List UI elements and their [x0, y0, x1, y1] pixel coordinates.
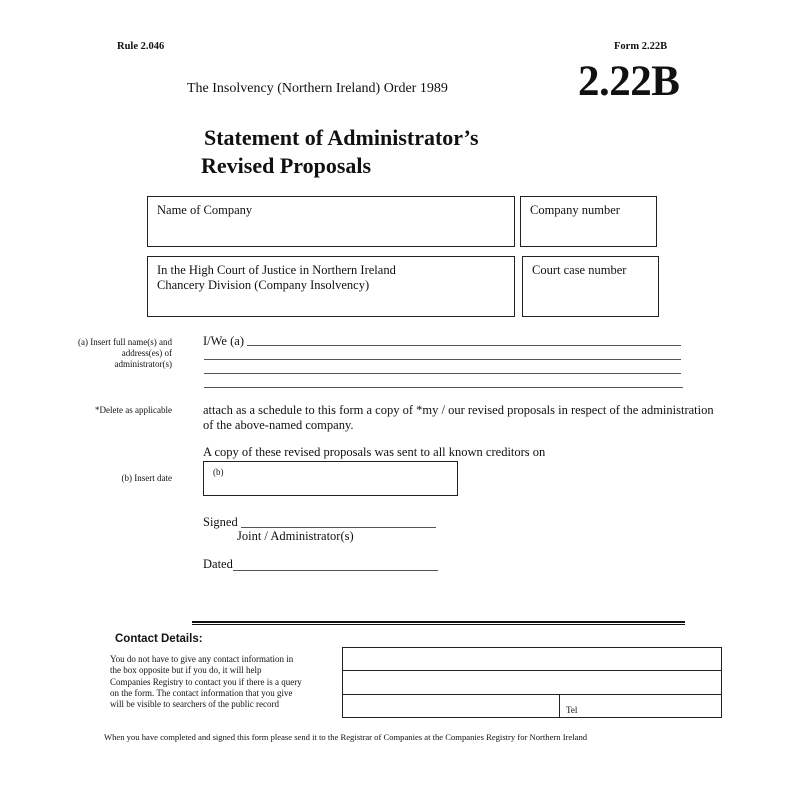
company-name-field[interactable]: [147, 196, 515, 247]
attach-line2: of the above-named company.: [203, 418, 354, 432]
date-sent-field[interactable]: [203, 461, 458, 496]
contact-line1: You do not have to give any contact information in: [110, 654, 294, 664]
contact-address-field[interactable]: [343, 671, 721, 694]
margin-note-a-line1: (a) Insert full name(s) and: [78, 337, 172, 347]
contact-line4: on the form. The contact information that you give: [110, 687, 293, 698]
signed-label: Signed: [203, 515, 238, 529]
contact-line3: Companies Registry to contact you if there is a query: [110, 676, 302, 687]
form-title-line2: Revised Proposals: [201, 153, 372, 178]
company-number-field[interactable]: [520, 196, 657, 247]
attach-line1: attach as a schedule to this form a copy of *my / our revised proposals in respect of the administration: [203, 403, 714, 417]
form-title-line1: Statement of Administrator’s: [204, 125, 479, 150]
court-box: [147, 256, 515, 317]
margin-note-a: [40, 337, 172, 370]
tel-field[interactable]: [560, 695, 721, 717]
order-title: The Insolvency (Northern Ireland) Order 1989: [187, 81, 448, 96]
margin-note-a-line3: administrator(s): [114, 359, 172, 369]
tel-label: Tel: [566, 705, 578, 715]
address-line-3[interactable]: [204, 387, 683, 388]
court-case-number-label: Court case number: [532, 263, 627, 277]
contact-line5: will be visible to searchers of the public record: [110, 699, 279, 710]
margin-note-delete: *Delete as applicable: [95, 405, 172, 415]
sent-statement: A copy of these revised proposals was sent to all known creditors on: [203, 445, 546, 459]
court-case-number-field[interactable]: [522, 256, 659, 317]
section-divider: [192, 621, 685, 625]
contact-line2: the box opposite but if you do, it will help: [110, 665, 262, 676]
date-box-label: (b): [213, 467, 224, 477]
company-name-label: Name of Company: [157, 203, 253, 217]
rule-number: Rule 2.046: [117, 41, 165, 52]
court-line1: In the High Court of Justice in Northern Ireland: [157, 263, 396, 277]
margin-note-a-line2: address(es) of: [121, 348, 172, 358]
form-number: 2.22B: [578, 58, 680, 105]
administrator-name-line[interactable]: [247, 345, 681, 346]
contact-heading: Contact Details:: [115, 633, 203, 645]
margin-note-b: (b) Insert date: [121, 473, 172, 483]
dated-label: Dated: [203, 557, 233, 571]
form-label: Form 2.22B: [614, 41, 668, 52]
company-number-label: Company number: [530, 203, 620, 217]
address-line-2[interactable]: [204, 373, 681, 374]
dated-line[interactable]: [233, 570, 438, 571]
contact-address-field-2[interactable]: [343, 695, 559, 717]
contact-info-text: [110, 654, 320, 710]
court-line2: Chancery Division (Company Insolvency): [157, 278, 370, 292]
footer-instruction: When you have completed and signed this form please send it to the Registrar of Companies at the Companies Registry for Northern Ireland: [104, 732, 588, 742]
attach-statement: [203, 403, 743, 433]
contact-box: [342, 647, 722, 718]
contact-name-field[interactable]: [343, 648, 721, 670]
signature-line[interactable]: [241, 527, 436, 528]
joint-administrator-label: Joint / Administrator(s): [237, 529, 354, 543]
address-line-1[interactable]: [204, 359, 681, 360]
iwe-label: I/We (a): [203, 334, 244, 348]
